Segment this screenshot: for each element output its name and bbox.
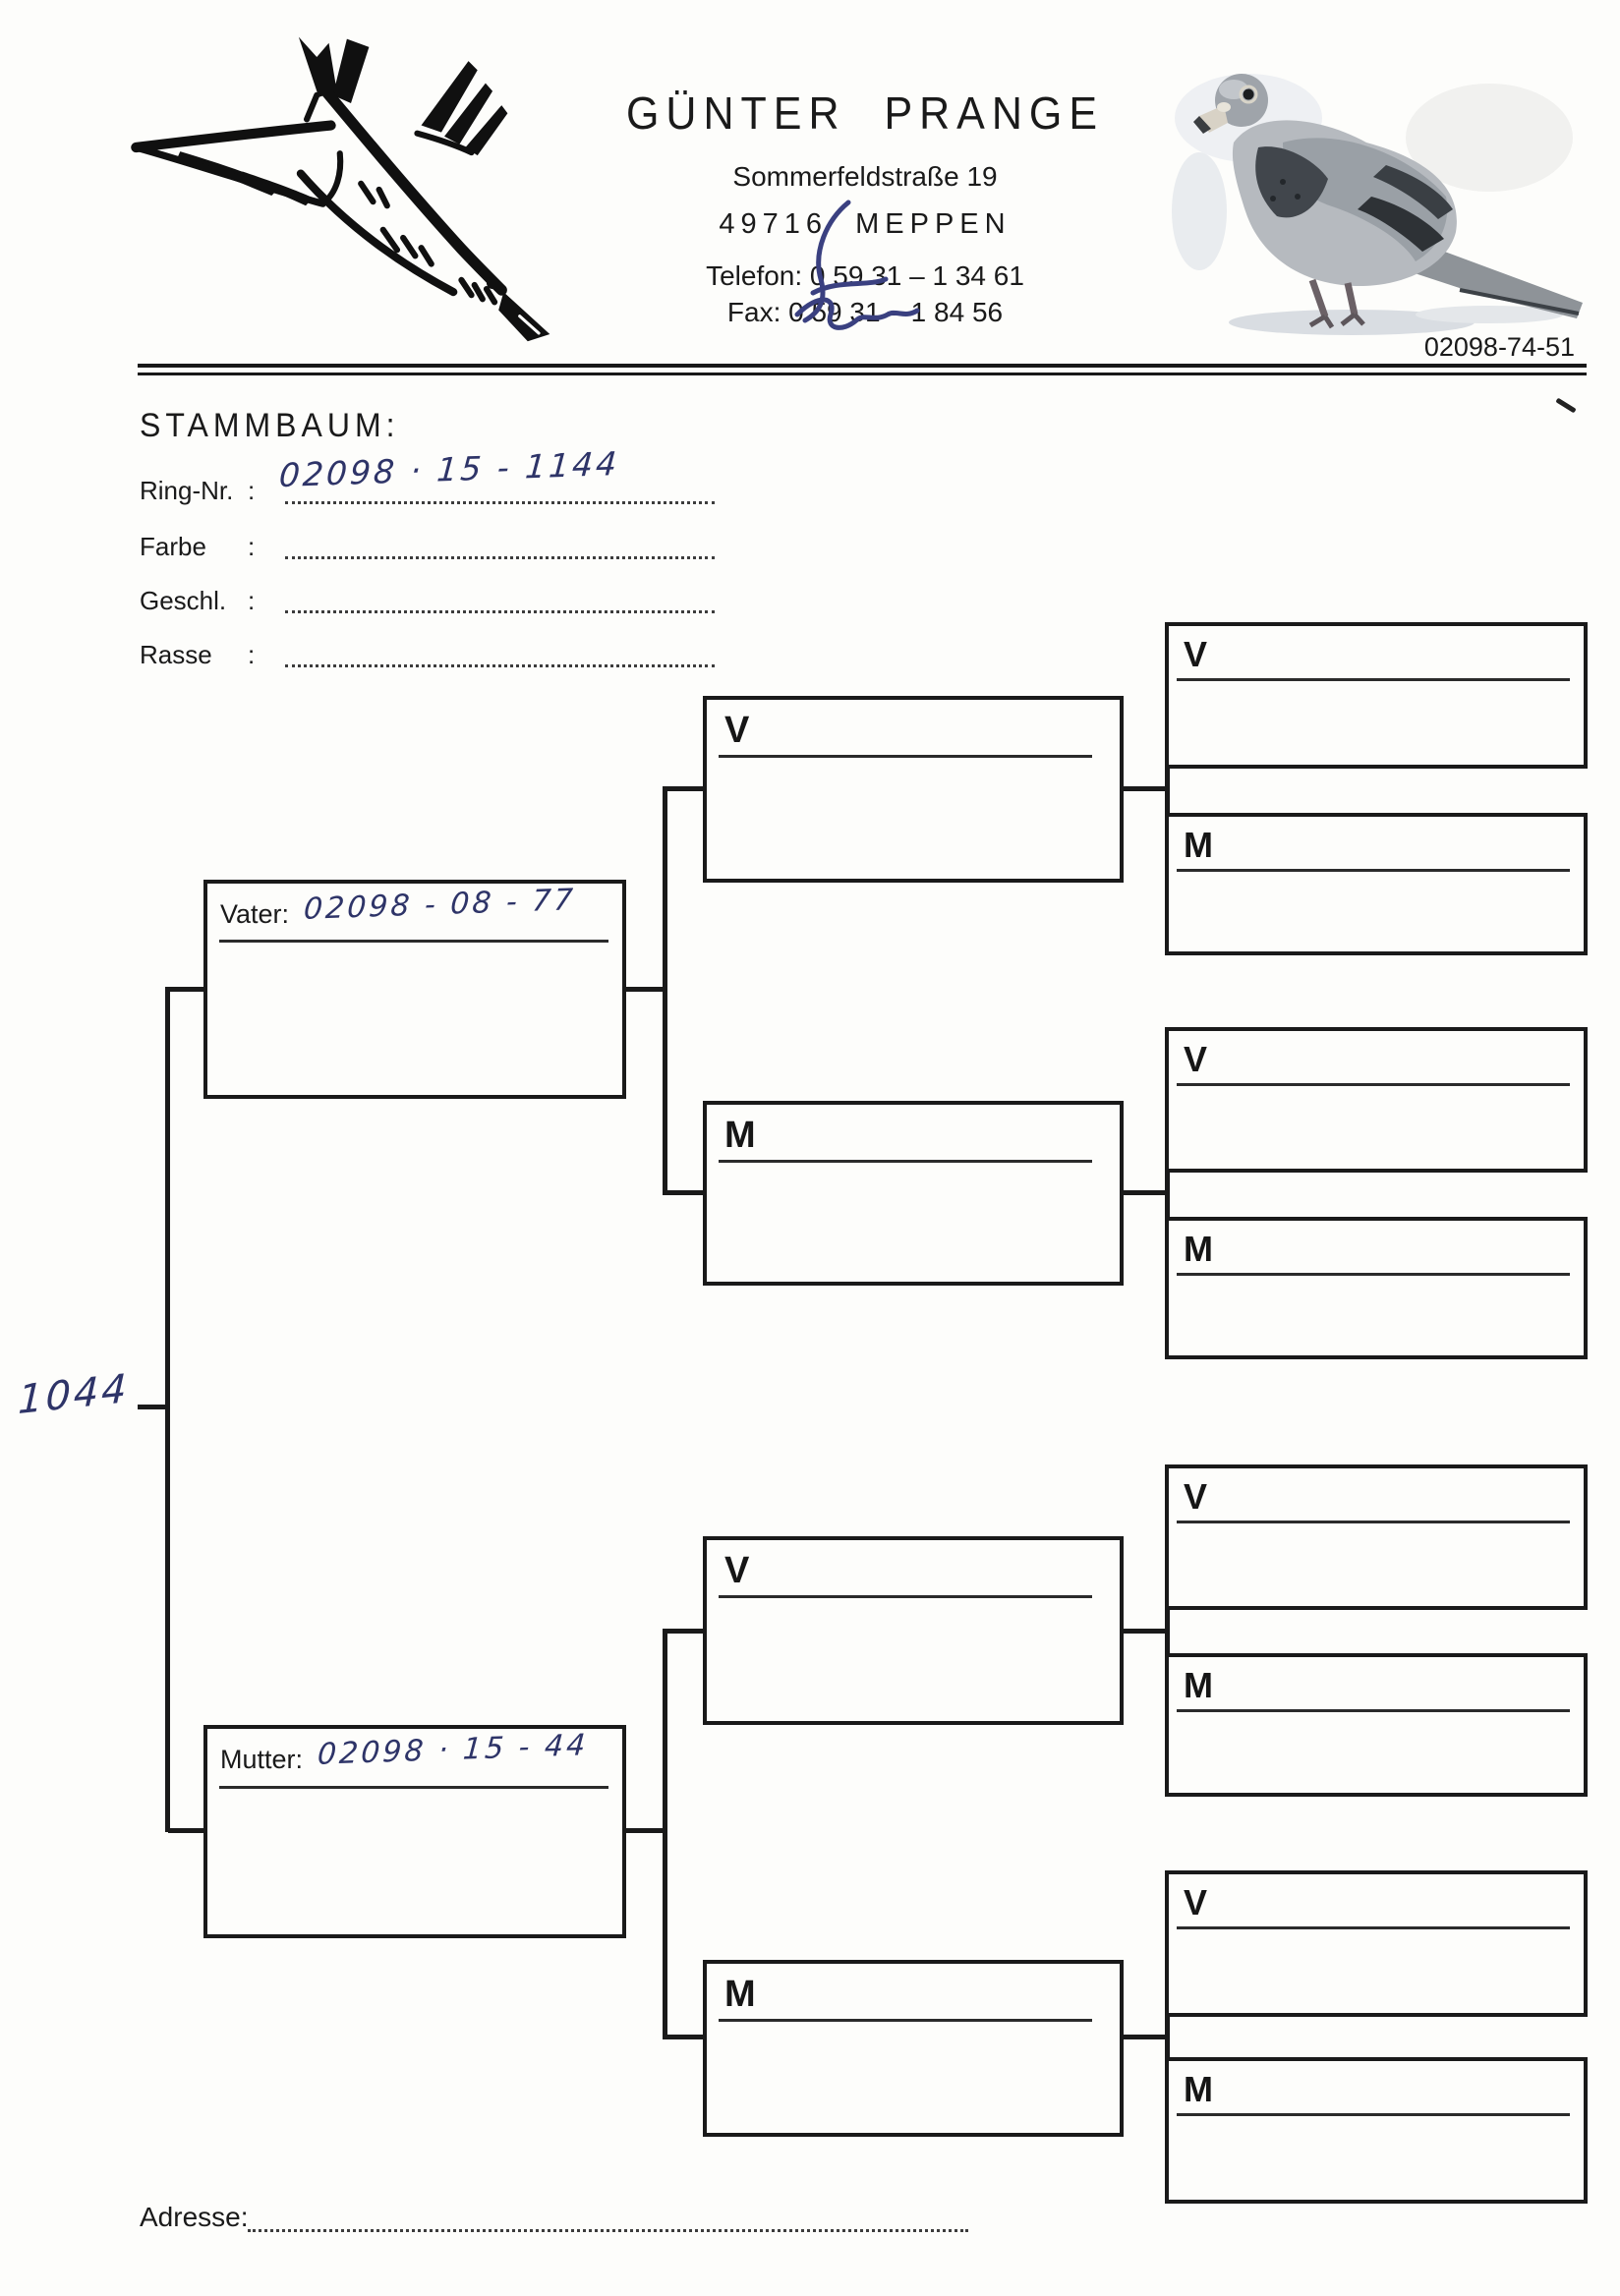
writing-line xyxy=(1177,1521,1570,1523)
parent-type-label: M xyxy=(1184,1665,1213,1705)
writing-line xyxy=(719,1595,1092,1598)
writing-line xyxy=(1177,869,1570,872)
adresse-label: Adresse: xyxy=(140,2202,249,2232)
handwritten-ink-scribble xyxy=(762,195,949,342)
connector-father-left xyxy=(168,987,203,992)
connector-main-vertical xyxy=(165,987,170,1832)
connector-ggp12-bracket xyxy=(1165,765,1170,817)
double-rule-divider xyxy=(138,364,1587,375)
connector-ggp12-stub xyxy=(1124,786,1165,791)
grandfather-paternal-box xyxy=(703,696,1124,883)
rasse-field-line xyxy=(285,664,715,667)
writing-line xyxy=(719,755,1092,758)
ggp-box-5 xyxy=(1165,1464,1588,1610)
connector-gp4-stub xyxy=(667,2035,703,2039)
adresse-field-line xyxy=(248,2229,968,2232)
writing-line xyxy=(1177,1926,1570,1929)
field-label-rasse: Rasse xyxy=(140,640,212,669)
connector-father-bracket xyxy=(663,786,667,1195)
letterhead-city: 49716 MEPPEN xyxy=(719,208,1012,240)
ggp-box-7 xyxy=(1165,1870,1588,2017)
ggp-box-3 xyxy=(1165,1027,1588,1173)
writing-line xyxy=(1177,2113,1570,2116)
field-label-farbe: Farbe xyxy=(140,532,206,561)
field-label-geschl: Geschl. xyxy=(140,586,227,615)
ggp-box-8 xyxy=(1165,2057,1588,2204)
connector-ggp34-stub xyxy=(1124,1190,1165,1195)
connector-ggp78-bracket xyxy=(1165,2013,1170,2061)
grandmother-maternal-box xyxy=(703,1960,1124,2137)
writing-line xyxy=(719,2019,1092,2022)
parent-type-label: V xyxy=(1184,1039,1208,1079)
connector-gp2-stub xyxy=(667,1190,703,1195)
writing-line xyxy=(1177,1273,1570,1276)
mother-label: Mutter: xyxy=(220,1745,304,1774)
father-label: Vater: xyxy=(220,899,290,929)
parent-type-label: M xyxy=(1184,2069,1213,2109)
connector-father-right-stub xyxy=(626,987,663,992)
grandmother-paternal-box xyxy=(703,1101,1124,1286)
parent-type-label: V xyxy=(1184,634,1208,674)
diving-pigeon-logo-icon xyxy=(120,31,582,356)
geschl-field-line xyxy=(285,610,715,613)
field-colon: : xyxy=(248,640,256,669)
root-ring-annotation: 1044 xyxy=(17,1365,131,1424)
writing-line xyxy=(219,940,608,943)
pigeon-photo xyxy=(1165,49,1588,344)
parent-type-label: V xyxy=(724,1550,750,1591)
connector-ggp56-stub xyxy=(1124,1629,1165,1634)
parent-type-label: V xyxy=(1184,1882,1208,1923)
connector-mother-left xyxy=(168,1828,203,1833)
ggp-box-6 xyxy=(1165,1653,1588,1797)
ggp-box-2 xyxy=(1165,813,1588,955)
ggp-box-1 xyxy=(1165,622,1588,769)
stray-pen-mark xyxy=(1555,398,1576,414)
field-colon: : xyxy=(248,476,256,505)
father-ring-handwritten: 02098 - 08 - 77 xyxy=(302,883,577,927)
photo-ring-number: 02098-74-51 xyxy=(1423,332,1575,362)
father-box xyxy=(203,880,626,1099)
ggp-box-4 xyxy=(1165,1217,1588,1359)
writing-line xyxy=(719,1160,1092,1163)
parent-type-label: V xyxy=(724,710,750,751)
connector-gp1-stub xyxy=(667,786,703,791)
mother-box xyxy=(203,1725,626,1938)
connector-ggp34-bracket xyxy=(1165,1169,1170,1221)
connector-mother-right-stub xyxy=(626,1828,663,1833)
parent-type-label: M xyxy=(1184,1229,1213,1269)
writing-line xyxy=(1177,1709,1570,1712)
mother-ring-handwritten: 02098 · 15 - 44 xyxy=(316,1728,590,1772)
parent-type-label: M xyxy=(1184,825,1213,865)
field-label-ring-nr: Ring-Nr. xyxy=(140,476,234,505)
parent-type-label: M xyxy=(724,1974,756,2015)
field-colon: : xyxy=(248,586,256,615)
writing-line xyxy=(219,1786,608,1789)
ring-nr-handwritten-value: 02098 · 15 - 1144 xyxy=(277,443,621,495)
letterhead-fax: Fax: 0 59 31 – 1 84 56 xyxy=(726,297,1004,327)
farbe-field-line xyxy=(285,556,715,559)
letterhead-street: Sommerfeldstraße 19 xyxy=(732,161,998,192)
connector-ggp78-stub xyxy=(1124,2035,1165,2039)
ring-nr-field-line xyxy=(285,501,715,504)
grandfather-maternal-box xyxy=(703,1536,1124,1725)
parent-type-label: M xyxy=(724,1115,756,1156)
letterhead-name: GÜNTER PRANGE xyxy=(625,88,1105,140)
connector-gp3-stub xyxy=(667,1629,703,1634)
writing-line xyxy=(1177,678,1570,681)
writing-line xyxy=(1177,1083,1570,1086)
parent-type-label: V xyxy=(1184,1476,1208,1517)
connector-mother-bracket xyxy=(663,1629,667,2039)
letterhead-telefon: Telefon: 0 59 31 – 1 34 61 xyxy=(706,260,1024,291)
page-title: STAMMBAUM: xyxy=(140,405,400,444)
field-colon: : xyxy=(248,532,256,561)
connector-annotation-stub xyxy=(138,1405,167,1409)
connector-ggp56-bracket xyxy=(1165,1606,1170,1657)
